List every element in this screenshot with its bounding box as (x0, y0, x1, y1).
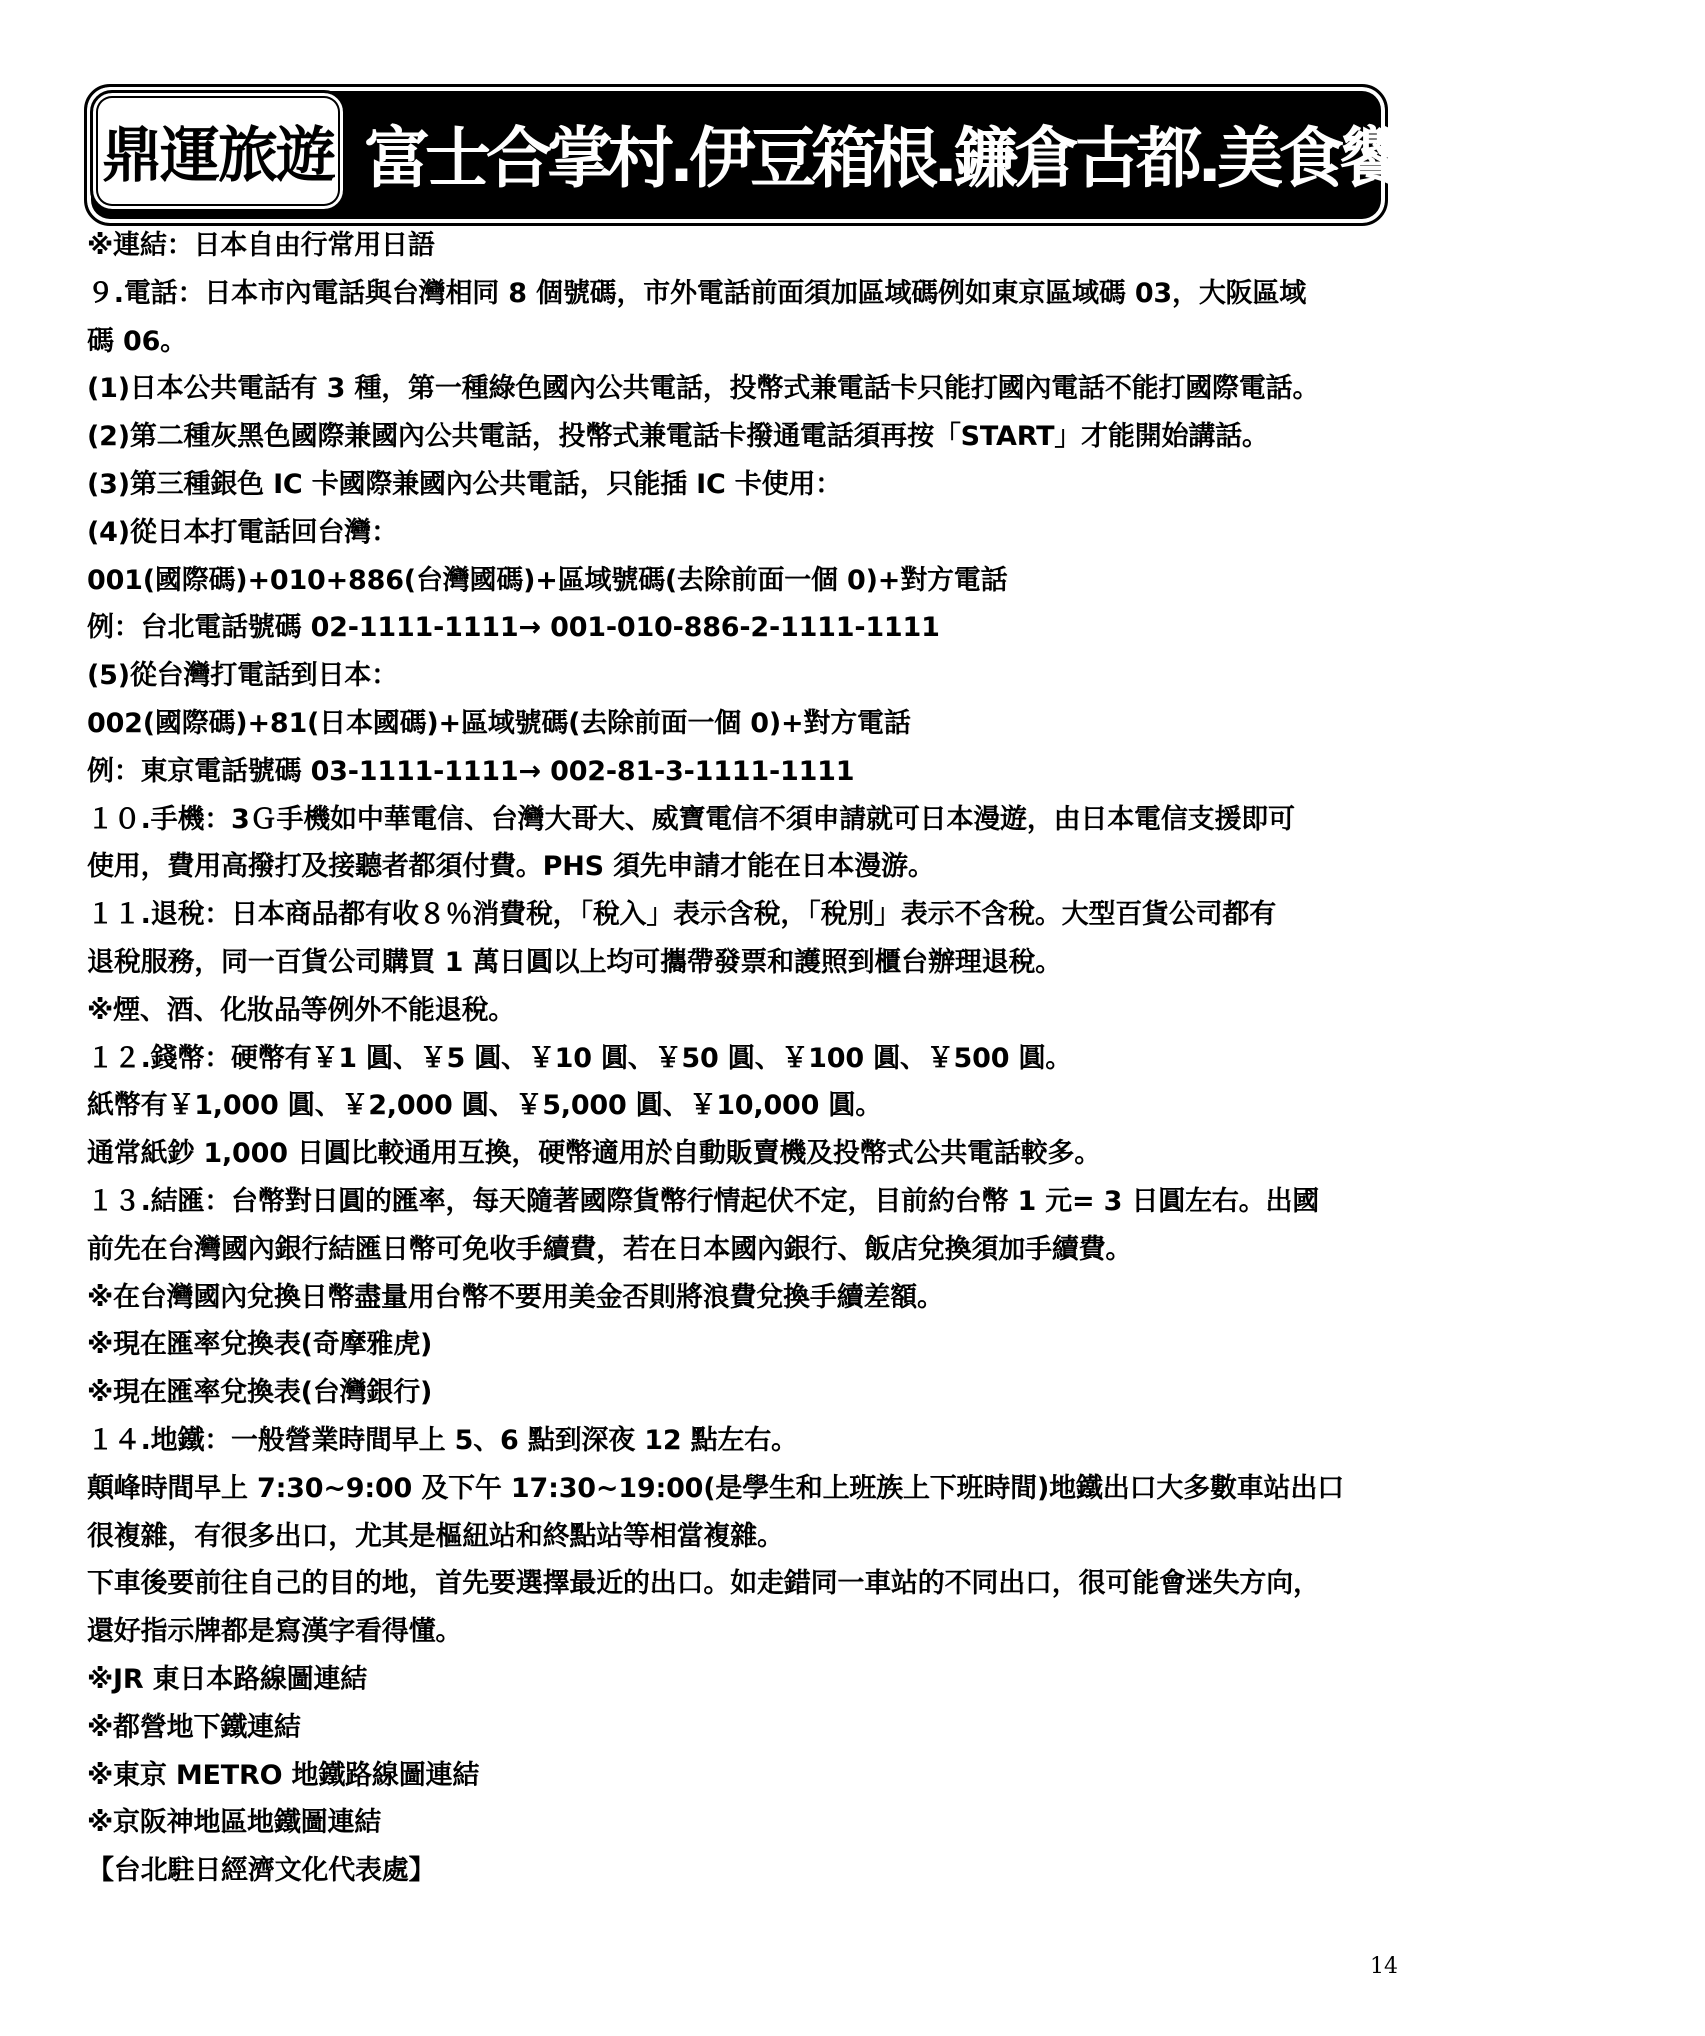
body-line: 001(國際碼)+010+886(台灣國碼)+區域號碼(去除前面一個 0)+對方電話 (87, 564, 1008, 596)
exchange-rate-link-yahoo[interactable]: ※現在匯率兌換表(奇摩雅虎) (87, 1329, 433, 1361)
body-line: 碼 06。 (87, 325, 187, 357)
toei-subway-link[interactable]: ※都營地下鐵連結 (87, 1711, 301, 1743)
tokyo-metro-map-link[interactable]: ※東京 METRO 地鐵路線圖連結 (87, 1759, 480, 1791)
body-line: ※在台灣國內兌換日幣盡量用台幣不要用美金否則將浪費兌換手續差額。 (87, 1281, 944, 1313)
body-line: 例：東京電話號碼 03-1111-1111→ 002-81-3-1111-1111 (87, 755, 855, 787)
brand-box (90, 90, 346, 212)
body-line: (4)從日本打電話回台灣： (87, 516, 398, 548)
body-line: 使用，費用高撥打及接聽者都須付費。PHS 須先申請才能在日本漫游。 (87, 851, 935, 883)
taipei-representative-office-link[interactable]: 【台北駐日經濟文化代表處】 (87, 1855, 436, 1887)
body-line: (3)第三種銀色 IC 卡國際兼國內公共電話，只能插 IC 卡使用： (87, 468, 842, 500)
tour-title: 富士合掌村.伊豆箱根.鐮倉古都.美食饗宴溫泉五日 (364, 119, 1705, 197)
body-line: 例：台北電話號碼 02-1111-1111→ 001-010-886-2-1111-1111 (87, 612, 940, 644)
body-line: 紙幣有￥1,000 圓、￥2,000 圓、￥5,000 圓、￥10,000 圓。 (87, 1090, 882, 1122)
jr-east-map-link[interactable]: ※JR 東日本路線圖連結 (87, 1663, 368, 1695)
body-line: １２.錢幣：硬幣有￥1 圓、￥5 圓、￥10 圓、￥50 圓、￥100 圓、￥500 圓。 (87, 1042, 1073, 1074)
keihanshin-subway-map-link[interactable]: ※京阪神地區地鐵圖連結 (87, 1807, 382, 1839)
body-line[interactable]: ※連結：日本自由行常用日語 (87, 230, 435, 261)
body-line: 很複雜，有很多出口，尤其是樞紐站和終點站等相當複雜。 (87, 1520, 784, 1552)
body-line: １１.退稅：日本商品都有收８％消費稅，「稅入」表示含稅，「稅別」表示不含稅。大型百貨公司都有 (87, 899, 1277, 931)
exchange-rate-link-bank-of-taiwan[interactable]: ※現在匯率兌換表(台灣銀行) (87, 1377, 433, 1409)
body-line: １３.結匯：台幣對日圓的匯率，每天隨著國際貨幣行情起伏不定，目前約台幣 1 元= 3 日圓左右。出國 (87, 1185, 1320, 1217)
document-body (87, 222, 1407, 1895)
body-line: (5)從台灣打電話到日本： (87, 660, 398, 692)
body-line: 下車後要前往自己的目的地，首先要選擇最近的出口。如走錯同一車站的不同出口，很可能會迷失方向， (87, 1568, 1320, 1600)
body-line: (2)第二種灰黑色國際兼國內公共電話，投幣式兼電話卡撥通電話須再按「START」才能開始講話。 (87, 421, 1269, 453)
body-line: １４.地鐵：一般營業時間早上 5、6 點到深夜 12 點左右。 (87, 1424, 798, 1456)
body-line: 顛峰時間早上 7:30~9:00 及下午 17:30~19:00(是學生和上班族上下班時間)地鐵出口大多數車站出口 (87, 1472, 1344, 1504)
body-line: (1)日本公共電話有 3 種，第一種綠色國內公共電話，投幣式兼電話卡只能打國內電話不能打國際電話。 (87, 373, 1320, 405)
body-line: 退稅服務，同一百貨公司購買 1 萬日圓以上均可攜帶發票和護照到櫃台辦理退稅。 (87, 946, 1062, 978)
body-line: 還好指示牌都是寫漢字看得懂。 (87, 1616, 463, 1648)
body-line: 002(國際碼)+81(日本國碼)+區域號碼(去除前面一個 0)+對方電話 (87, 707, 911, 739)
body-line: 通常紙鈔 1,000 日圓比較通用互換，硬幣適用於自動販賣機及投幣式公共電話較多。 (87, 1138, 1102, 1170)
body-line: ９.電話：日本市內電話與台灣相同 8 個號碼，市外電話前面須加區域碼例如東京區域碼 03，大阪區域 (87, 277, 1307, 309)
body-line: ※煙、酒、化妝品等例外不能退稅。 (87, 994, 516, 1026)
brand-name: 鼎運旅遊 (102, 121, 334, 191)
page-number: 14 (1370, 1954, 1398, 1979)
body-line: 前先在台灣國內銀行結匯日幣可免收手續費，若在日本國內銀行、飯店兌換須加手續費。 (87, 1233, 1133, 1265)
body-line: １０.手機：3Ｇ手機如中華電信、台灣大哥大、威寶電信不須申請就可日本漫遊，由日本電信支援即可 (87, 803, 1295, 835)
